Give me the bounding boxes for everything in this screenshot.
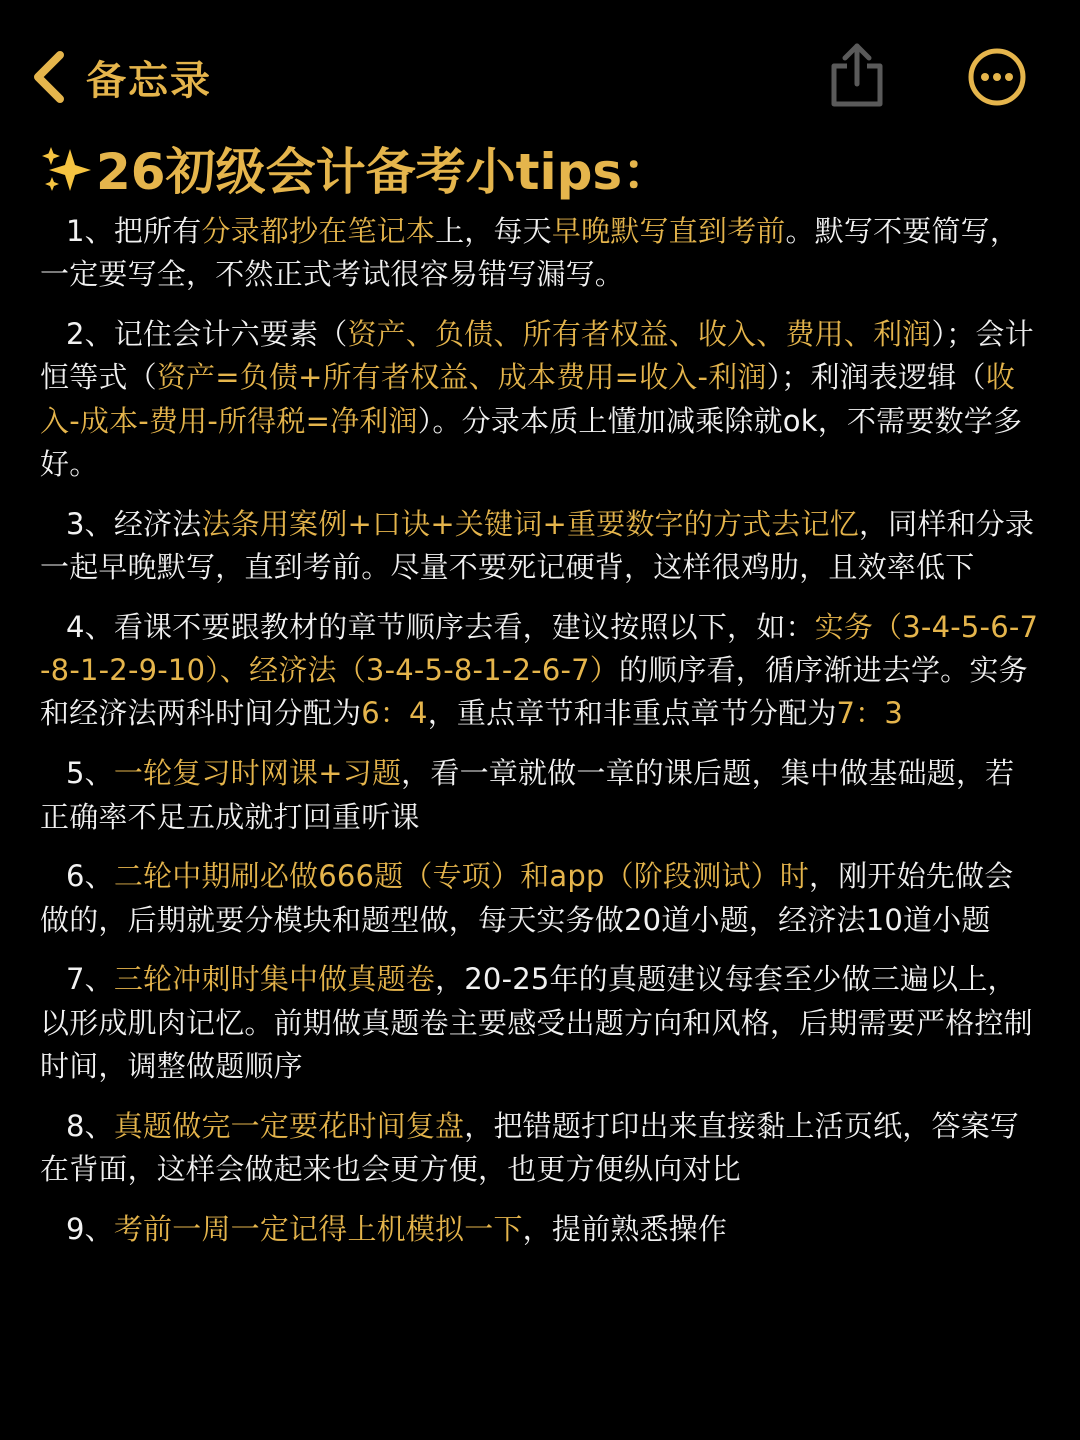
tip-text: 2、记住会计六要素（ [66,317,348,352]
tip-text: ）。分录本质上懂加减乘除就ok，不需要数学多好。 [40,403,1023,481]
tip-text: ，重点章节和非重点章节分配为 [427,696,837,731]
tip-paragraph-2 [40,313,1040,486]
tip-text: 。默写不要简写，一定要写全，不然正式考试很容易错写漏写。 [40,214,1020,292]
tip-text: ，刚开始先做会做的，后期就要分模块和题型做，每天实务做20道小题，经济法10道小题 [40,859,1014,937]
tip-highlight: 分录都抄在笔记本 [201,214,436,248]
tip-highlight: 实务（3-4-5-6-7-8-1-2-9-10）、经济法（3-4-5-8-1-2-6-7） [40,609,1039,688]
sparkles-icon [40,145,94,195]
tip-paragraph-5 [40,752,1040,839]
tip-text: 6、 [66,859,114,894]
tip-highlight: 法条用案例+口诀+关键词+重要数字的方式去记忆 [201,506,859,541]
tip-highlight: 6：4 [361,696,428,731]
tip-highlight: 真题做完一定要花时间复盘 [113,1108,465,1143]
tip-highlight: 考前一周一定记得上机模拟一下 [113,1211,523,1246]
navigation-bar [0,0,1080,150]
tip-text: ，提前熟悉操作 [522,1211,728,1246]
tip-text: 9、 [66,1211,114,1246]
tip-highlight: 三轮冲刺时集中做真题卷 [113,962,436,997]
back-label: 备忘录 [86,57,212,104]
back-button[interactable] [28,44,212,110]
tip-text: 1、把所有 [66,214,202,248]
tips-list [40,210,1040,1268]
tip-paragraph-6 [40,855,1040,942]
tip-highlight: 收入-成本-费用-所得税=净利润 [40,360,1015,438]
tip-text: ，把错题打印出来直接黏上活页纸，答案写在背面，这样会做起来也会更方便，也更方便纵向对比 [40,1108,1020,1187]
tip-text: 的顺序看，循序渐进去学。实务和经济法两科时间分配为 [40,653,1028,731]
tip-highlight: 二轮中期刷必做666题（专项）和app（阶段测试）时 [113,859,809,894]
tip-text: ，看一章就做一章的课后题，集中做基础题，若正确率不足五成就打回重听课 [40,756,1015,834]
tip-text: ）；利润表逻辑（ [766,360,986,395]
tip-paragraph-4 [40,606,1040,736]
chevron-left-icon [28,47,72,107]
note-title-text: 26初级会计备考小tips： [96,143,673,201]
tip-paragraph-3 [40,503,1040,590]
tip-text: 上，每天 [435,214,552,248]
tip-text: 8、 [66,1108,114,1143]
tip-text: 5、 [66,756,114,791]
tip-paragraph-8 [40,1105,1040,1192]
tip-text: 7、 [66,962,114,997]
tip-highlight: 7：3 [836,696,904,731]
note-title [40,138,1040,206]
tip-highlight: 资产、负债、所有者权益、收入、费用、利润 [347,317,932,352]
tip-text: ，20-25年的真题建议每套至少做三遍以上，以形成肌肉记忆。前期做真题卷主要感受出题方向和风格，后期需要严格控制时间，调整做题顺序 [40,962,1033,1084]
tip-text: ，同样和分录一起早晚默写，直到考前。尽量不要死记硬背，这样很鸡肋，且效率低下 [40,506,1035,585]
tip-highlight: 资产=负债+所有者权益、成本费用=收入-利润 [156,360,767,395]
tip-highlight: 一轮复习时网课+习题 [113,756,402,791]
tip-text: 3、经济法 [66,506,202,541]
tip-paragraph-7 [40,958,1040,1088]
tip-text: 4、看课不要跟教材的章节顺序去看，建议按照以下，如： [66,609,815,644]
tip-highlight: 早晚默写直到考前 [551,214,786,248]
tip-text: ）；会计恒等式（ [40,317,1034,395]
tip-paragraph-1 [40,210,1040,297]
share-icon[interactable] [826,40,888,110]
more-icon[interactable] [966,46,1028,108]
tip-paragraph-9 [40,1208,1040,1251]
